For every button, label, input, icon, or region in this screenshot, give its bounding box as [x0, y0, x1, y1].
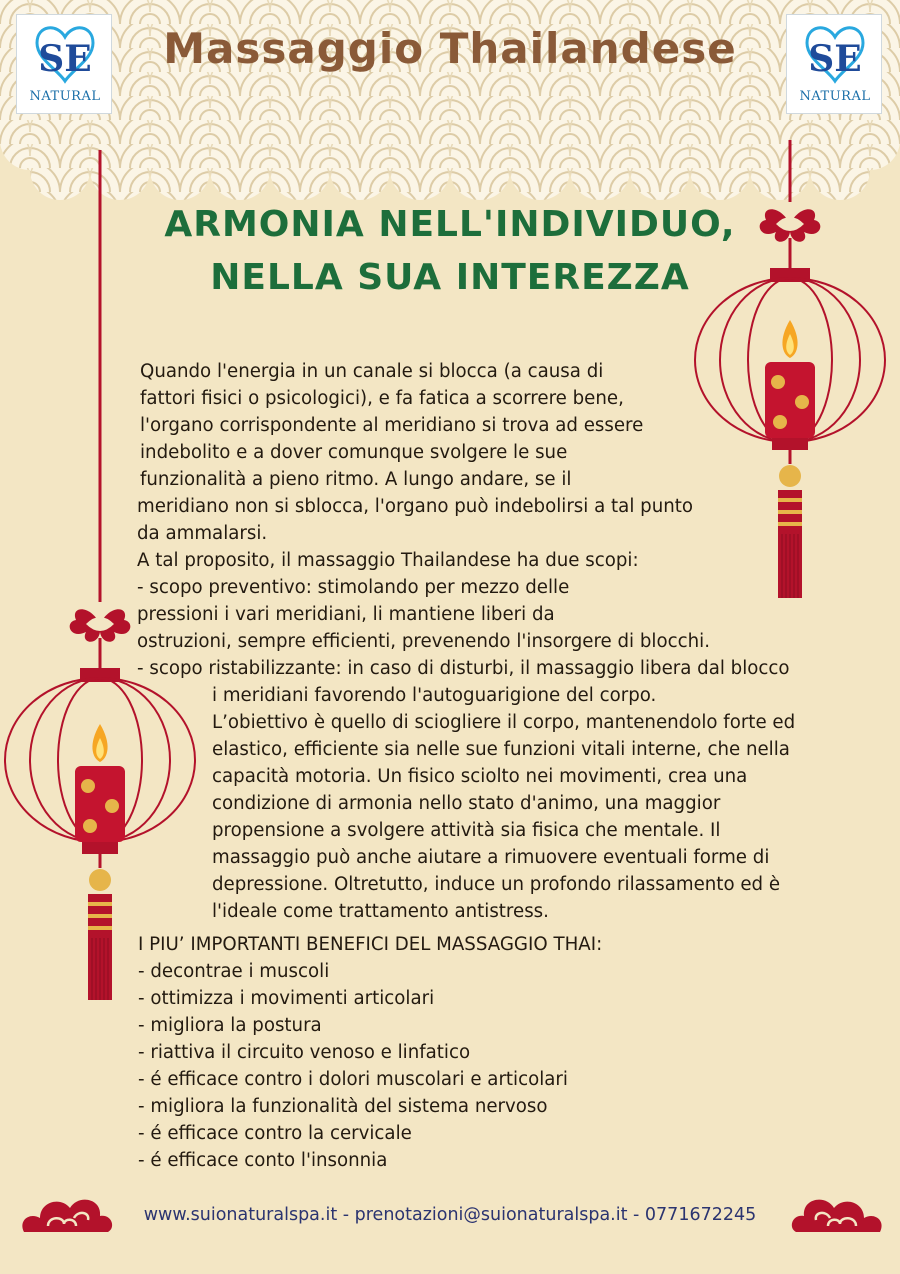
brand-logo-left: [16, 14, 112, 114]
body-line: meridiano non si sblocca, l'organo può indebolirsi a tal punto: [137, 496, 694, 517]
body-line: condizione di armonia nello stato d'animo, una maggior: [212, 793, 721, 814]
body-line: L’obiettivo è quello di sciogliere il corpo, mantenendolo forte ed: [212, 712, 796, 733]
body-line: depressione. Oltretutto, induce un profondo rilassamento ed è: [212, 874, 781, 895]
subtitle-line-2: NELLA SUA INTEREZZA: [210, 257, 690, 298]
footer-contact: www.suionaturalspa.it - prenotazioni@suionaturalspa.it - 0771672245: [143, 1205, 757, 1225]
benefit-item: - é efficace conto l'insonnia: [138, 1150, 388, 1171]
body-line: Quando l'energia in un canale si blocca (a causa di: [140, 361, 604, 382]
brand-logo-right: [786, 14, 882, 114]
body-line: propensione a svolgere attività sia fisica che mentale. Il: [212, 820, 721, 841]
benefit-item: - decontrae i muscoli: [138, 961, 330, 982]
body-line: capacità motoria. Un fisico sciolto nei movimenti, crea una: [212, 766, 748, 787]
benefit-item: - riattiva il circuito venoso e linfatico: [138, 1042, 471, 1063]
body-line: l'organo corrispondente al meridiano si trova ad essere: [140, 415, 644, 436]
body-paragraph-objective: [212, 682, 795, 925]
body-paragraph-intro: [140, 358, 643, 493]
logo-wordmark: NATURAL: [29, 89, 101, 104]
body-line: i meridiani favorendo l'autoguarigione del corpo.: [212, 685, 657, 706]
body-line: ostruzioni, sempre efficienti, prevenendo l'insorgere di blocchi.: [137, 631, 710, 652]
benefit-item: - migliora la funzionalità del sistema nervoso: [138, 1096, 548, 1117]
benefit-item: - é efficace contro i dolori muscolari e articolari: [138, 1069, 568, 1090]
benefit-item: - migliora la postura: [138, 1015, 322, 1036]
body-line: indebolito e a dover comunque svolgere le sue: [140, 442, 568, 463]
page-title: Massaggio Thailandese: [163, 24, 737, 73]
body-paragraph-purposes: [137, 493, 790, 682]
benefit-item: - é efficace contro la cervicale: [138, 1123, 412, 1144]
subtitle-line-1: ARMONIA NELL'INDIVIDUO,: [164, 204, 736, 245]
benefit-item: - ottimizza i movimenti articolari: [138, 988, 435, 1009]
heart-logo-icon: [17, 15, 113, 91]
logo-wordmark: NATURAL: [799, 89, 871, 104]
body-line: elastico, efficiente sia nelle sue funzioni vitali interne, che nella: [212, 739, 790, 760]
body-line: A tal proposito, il massaggio Thailandese ha due scopi:: [137, 550, 639, 571]
body-line: massaggio può anche aiutare a rimuovere eventuali forme di: [212, 847, 770, 868]
cloud-right-icon: [786, 1188, 886, 1238]
body-line: - scopo ristabilizzante: in caso di disturbi, il massaggio libera dal blocco: [137, 658, 790, 679]
benefits-list: [138, 931, 602, 1174]
benefits-heading: I PIU’ IMPORTANTI BENEFICI DEL MASSAGGIO THAI:: [138, 934, 603, 955]
svg-text:SE: SE: [808, 38, 862, 80]
subtitle: [130, 198, 770, 304]
body-line: funzionalità a pieno ritmo. A lungo andare, se il: [140, 469, 572, 490]
body-line: da ammalarsi.: [137, 523, 268, 544]
body-line: - scopo preventivo: stimolando per mezzo delle: [137, 577, 570, 598]
body-line: fattori fisici o psicologici), e fa fatica a scorrere bene,: [140, 388, 624, 409]
heart-logo-icon: [787, 15, 883, 91]
svg-text:SE: SE: [38, 38, 92, 80]
body-line: pressioni i vari meridiani, li mantiene liberi da: [137, 604, 555, 625]
cloud-left-icon: [18, 1188, 118, 1238]
body-line: l'ideale come trattamento antistress.: [212, 901, 549, 922]
